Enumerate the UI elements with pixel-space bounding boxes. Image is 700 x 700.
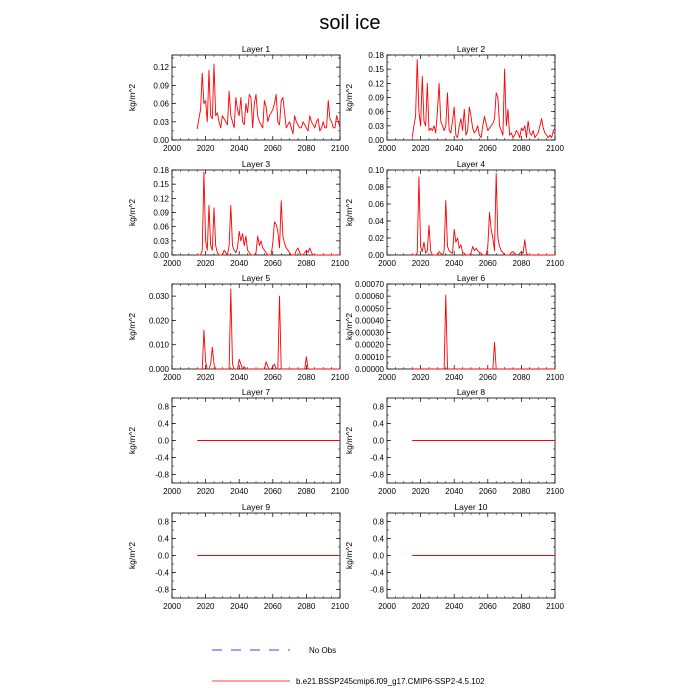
x-tick-label: 2100 [546, 259, 564, 268]
x-tick-label: 2060 [263, 144, 282, 153]
panel-title: Layer 6 [456, 273, 486, 283]
y-tick-label: 0.00 [153, 251, 169, 260]
x-tick-label: 2020 [411, 602, 430, 611]
plot-frame [387, 55, 555, 140]
y-tick-label: 0.12 [153, 194, 169, 204]
figure-title: soil ice [319, 12, 381, 34]
panel-layer-10 [344, 502, 564, 611]
x-tick-label: 2100 [331, 259, 349, 268]
y-axis-label: kg/m^2 [127, 312, 137, 341]
legend [212, 646, 485, 686]
x-tick-label: 2060 [263, 259, 282, 268]
legend-model-label: b.e21.BSSP245cmip6.f09_g17.CMIP6-SSP2-4.5.102 [296, 677, 485, 686]
x-tick-label: 2040 [230, 487, 249, 496]
y-tick-label: 0.09 [153, 81, 169, 91]
panel-layer-1 [127, 44, 349, 153]
plot-frame [172, 170, 340, 255]
x-tick-label: 2080 [297, 602, 316, 611]
x-tick-label: 2000 [163, 259, 181, 268]
y-tick-label: 0.06 [368, 107, 384, 117]
y-tick-label: 0.8 [372, 517, 384, 527]
y-tick-label: 0.030 [148, 292, 169, 302]
x-tick-label: 2100 [331, 487, 349, 496]
y-tick-label: 0.00000 [355, 365, 384, 374]
y-tick-label: -0.8 [370, 585, 384, 595]
panel-title: Layer 5 [241, 273, 271, 283]
x-tick-label: 2020 [196, 259, 215, 268]
series-line-layer-5 [197, 289, 340, 369]
series-line-layer-2 [412, 60, 555, 138]
y-tick-label: -0.4 [370, 568, 384, 578]
y-tick-label: 0.12 [153, 63, 169, 73]
y-tick-label: 0.0 [157, 551, 169, 561]
panels-grid [127, 44, 564, 611]
panel-title: Layer 9 [241, 502, 271, 512]
x-tick-label: 2080 [297, 259, 316, 268]
y-tick-label: 0.00 [368, 251, 384, 260]
y-tick-label: 0.02 [368, 234, 384, 243]
y-tick-label: 0.03 [368, 121, 384, 131]
y-tick-label: 0.020 [148, 316, 169, 326]
y-tick-label: 0.03 [153, 117, 169, 127]
y-axis-label: kg/m^2 [344, 541, 354, 570]
y-tick-label: 0.00060 [355, 292, 384, 302]
x-tick-label: 2080 [297, 144, 316, 153]
y-axis-label: kg/m^2 [127, 83, 137, 112]
y-tick-label: 0.18 [368, 51, 384, 60]
y-axis-label: kg/m^2 [344, 426, 354, 455]
y-tick-label: 0.010 [148, 340, 169, 350]
x-tick-label: 2060 [478, 373, 497, 382]
panel-title: Layer 7 [241, 387, 271, 397]
x-tick-label: 2000 [378, 144, 396, 153]
y-tick-label: 0.00 [368, 136, 384, 145]
y-tick-label: -0.8 [155, 585, 169, 595]
y-tick-label: 0.09 [153, 208, 169, 218]
x-tick-label: 2040 [445, 602, 464, 611]
y-tick-label: 0.0 [372, 436, 384, 446]
y-axis-label: kg/m^2 [127, 426, 137, 455]
y-tick-label: 0.4 [372, 534, 384, 544]
y-tick-label: 0.00010 [355, 352, 384, 362]
x-tick-label: 2040 [230, 373, 249, 382]
y-tick-label: 0.15 [368, 65, 384, 75]
y-tick-label: 0.00 [153, 136, 169, 145]
x-tick-label: 2060 [478, 602, 497, 611]
x-tick-label: 2020 [196, 144, 215, 153]
x-tick-label: 2100 [546, 144, 564, 153]
panel-layer-5 [127, 273, 349, 382]
y-tick-label: 0.12 [368, 79, 384, 89]
panel-title: Layer 8 [456, 387, 486, 397]
x-tick-label: 2060 [478, 259, 497, 268]
y-tick-label: 0.0 [372, 551, 384, 561]
y-axis-label: kg/m^2 [344, 198, 354, 227]
x-tick-label: 2040 [445, 373, 464, 382]
y-tick-label: 0.15 [153, 180, 169, 190]
x-tick-label: 2060 [263, 487, 282, 496]
panel-title: Layer 1 [241, 44, 271, 54]
y-tick-label: 0.4 [157, 419, 169, 429]
x-tick-label: 2080 [297, 373, 316, 382]
panel-title: Layer 10 [454, 502, 488, 512]
series-line-layer-6 [412, 295, 555, 369]
x-tick-label: 2100 [331, 602, 349, 611]
y-axis-label: kg/m^2 [344, 312, 354, 341]
x-tick-label: 2000 [163, 144, 181, 153]
panel-layer-9 [127, 502, 349, 611]
x-tick-label: 2020 [411, 487, 430, 496]
x-tick-label: 2040 [445, 259, 464, 268]
x-tick-label: 2020 [196, 373, 215, 382]
y-tick-label: 0.00070 [355, 280, 384, 289]
plot-frame [387, 170, 555, 255]
series-line-layer-4 [412, 173, 555, 255]
legend-obs-label: No Obs [309, 646, 337, 655]
x-tick-label: 2040 [445, 487, 464, 496]
x-tick-label: 2060 [263, 602, 282, 611]
x-tick-label: 2100 [546, 373, 564, 382]
y-axis-label: kg/m^2 [127, 541, 137, 570]
x-tick-label: 2080 [512, 373, 531, 382]
y-tick-label: 0.8 [372, 402, 384, 412]
x-tick-label: 2020 [196, 487, 215, 496]
panel-title: Layer 3 [241, 159, 271, 169]
x-tick-label: 2080 [512, 259, 531, 268]
y-tick-label: 0.06 [153, 222, 169, 232]
x-tick-label: 2020 [411, 259, 430, 268]
y-tick-label: 0.00030 [355, 328, 384, 338]
x-tick-label: 2000 [378, 259, 396, 268]
y-tick-label: 0.03 [153, 236, 169, 246]
panel-title: Layer 2 [456, 44, 486, 54]
x-tick-label: 2020 [411, 373, 430, 382]
panel-layer-4 [344, 159, 564, 268]
y-tick-label: -0.8 [155, 470, 169, 480]
y-tick-label: 0.4 [157, 534, 169, 544]
y-tick-label: 0.06 [368, 200, 384, 209]
x-tick-label: 2000 [163, 602, 181, 611]
x-tick-label: 2040 [230, 144, 249, 153]
x-tick-label: 2100 [546, 602, 564, 611]
panel-layer-8 [344, 387, 564, 496]
y-tick-label: -0.4 [370, 453, 384, 463]
series-line-layer-3 [197, 172, 340, 255]
panel-layer-6 [344, 273, 564, 382]
x-tick-label: 2080 [512, 487, 531, 496]
y-tick-label: 0.00040 [355, 316, 384, 326]
y-tick-label: -0.4 [155, 453, 169, 463]
y-tick-label: 0.8 [157, 517, 169, 527]
series-line-layer-1 [197, 64, 340, 134]
x-tick-label: 2040 [230, 602, 249, 611]
y-tick-label: 0.00020 [355, 340, 384, 350]
x-tick-label: 2060 [478, 144, 497, 153]
x-tick-label: 2040 [230, 259, 249, 268]
x-tick-label: 2100 [331, 373, 349, 382]
x-tick-label: 2000 [378, 487, 396, 496]
y-tick-label: 0.00050 [355, 304, 384, 314]
x-tick-label: 2080 [297, 487, 316, 496]
y-axis-label: kg/m^2 [344, 83, 354, 112]
y-tick-label: 0.000 [148, 365, 169, 374]
panel-layer-2 [344, 44, 564, 153]
x-tick-label: 2080 [512, 602, 531, 611]
x-tick-label: 2000 [163, 373, 181, 382]
x-tick-label: 2040 [445, 144, 464, 153]
x-tick-label: 2100 [546, 487, 564, 496]
x-tick-label: 2020 [411, 144, 430, 153]
plot-frame [387, 284, 555, 369]
x-tick-label: 2060 [263, 373, 282, 382]
x-tick-label: 2000 [163, 487, 181, 496]
panel-title: Layer 4 [456, 159, 486, 169]
y-tick-label: 0.04 [368, 217, 384, 226]
y-tick-label: 0.10 [368, 166, 384, 175]
x-tick-label: 2020 [196, 602, 215, 611]
x-tick-label: 2000 [378, 373, 396, 382]
x-tick-label: 2080 [512, 144, 531, 153]
y-tick-label: 0.06 [153, 99, 169, 109]
panel-layer-3 [127, 159, 349, 268]
y-tick-label: 0.08 [368, 183, 384, 192]
y-tick-label: 0.09 [368, 93, 384, 103]
y-tick-label: 0.18 [153, 166, 169, 175]
panel-layer-7 [127, 387, 349, 496]
x-tick-label: 2060 [478, 487, 497, 496]
y-tick-label: 0.4 [372, 419, 384, 429]
x-tick-label: 2000 [378, 602, 396, 611]
y-axis-label: kg/m^2 [127, 198, 137, 227]
y-tick-label: 0.0 [157, 436, 169, 446]
x-tick-label: 2100 [331, 144, 349, 153]
plot-frame [172, 284, 340, 369]
y-tick-label: -0.8 [370, 470, 384, 480]
y-tick-label: -0.4 [155, 568, 169, 578]
y-tick-label: 0.8 [157, 402, 169, 412]
